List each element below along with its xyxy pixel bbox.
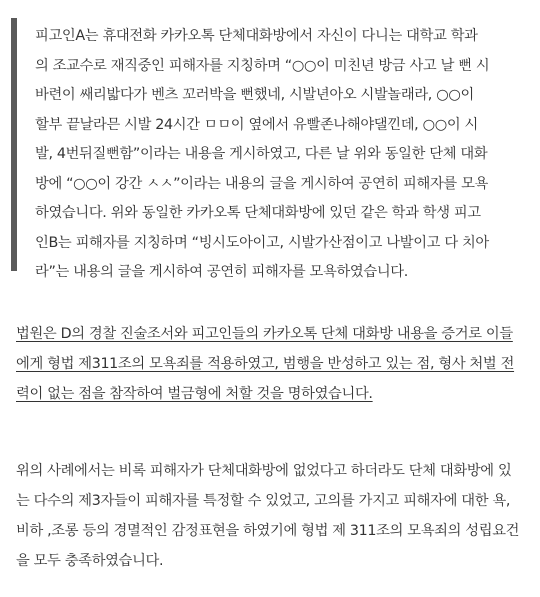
court-ruling-line: 에게 형법 제311조의 모욕죄를 적용하였고, 범행을 반성하고 있는 점, 형사 처벌 전 bbox=[16, 356, 515, 372]
analysis-paragraph bbox=[16, 456, 528, 576]
analysis-line: 는 다수의 제3자들이 피해자를 특정할 수 있었고, 고의를 가지고 피해자에 대한 욕, bbox=[16, 493, 511, 509]
court-ruling-line: 법원은 D의 경찰 진술조서와 피고인들의 카카오톡 단체 대화방 내용을 증거로 이들 bbox=[16, 326, 513, 342]
case-facts-line: 피고인A는 휴대전화 카카오톡 단체대화방에서 자신이 다니는 대학교 학과 bbox=[35, 28, 478, 44]
case-facts-line: 하였습니다. 위와 동일한 카카오톡 단체대화방에 있던 같은 학과 학생 피고 bbox=[35, 205, 481, 221]
analysis-line: 비하 ,조롱 등의 경멸적인 감정표현을 하였기에 형법 제 311조의 모욕죄의 성립요건 bbox=[16, 523, 520, 539]
case-quote-block bbox=[11, 18, 527, 280]
case-facts-line: 바련이 쌔리밟다가 벤츠 꼬러박을 뻔했네, 시발년아오 시발놀래라, ○○이 bbox=[35, 87, 474, 103]
court-ruling-paragraph bbox=[16, 319, 528, 409]
analysis-line: 을 모두 충족하였습니다. bbox=[16, 553, 164, 569]
case-facts-line: 인B는 피해자를 지칭하며 “빙시도아이고, 시발가산점이고 나발이고 다 치아 bbox=[35, 234, 489, 251]
case-facts-text bbox=[35, 22, 527, 280]
case-facts-line: 발, 4번뒤질뻔함”이라는 내용을 게시하였고, 다른 날 위와 동일한 단체 대화 bbox=[35, 146, 488, 162]
analysis-line: 위의 사례에서는 비록 피해자가 단체대화방에 없었다고 하더라도 단체 대화방에 있 bbox=[16, 463, 512, 479]
case-facts-line: 할부 끝날라믄 시발 24시간 ㅁㅁ이 옆에서 유빨존나해야댈낀데, ○○이 시 bbox=[35, 116, 478, 133]
case-facts-line: 의 조교수로 재직중인 피해자를 지칭하며 “○○이 미친년 방금 사고 날 뻔 시 bbox=[35, 57, 490, 74]
court-ruling-line: 력이 없는 점을 참작하여 벌금형에 처할 것을 명하였습니다. bbox=[16, 386, 373, 402]
case-facts-line: 라”는 내용의 글을 게시하여 공연히 피해자를 모욕하였습니다. bbox=[35, 264, 408, 280]
case-facts-line: 방에 “○○이 강간 ㅅㅅ”이라는 내용의 글을 게시하여 공연히 피해자를 모욕 bbox=[35, 175, 489, 192]
quote-bar bbox=[11, 18, 17, 271]
